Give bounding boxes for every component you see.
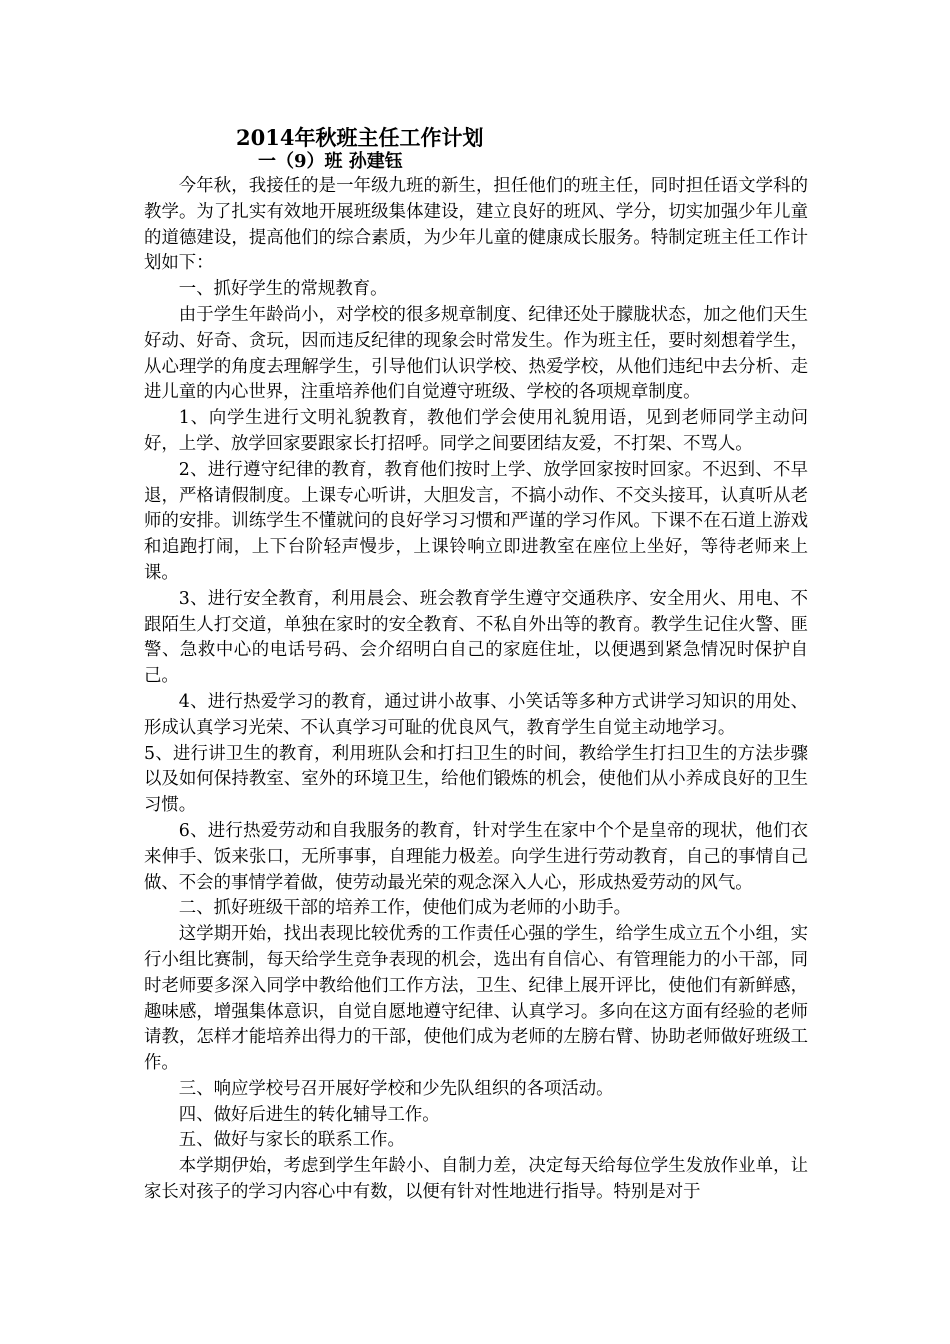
body-paragraph: 本学期伊始，考虑到学生年龄小、自制力差，决定每天给每位学生发放作业单，让家长对孩子的学习内容心中有数，以便有针对性地进行指导。特别是对于 xyxy=(144,1156,808,1203)
section-heading-3: 三、响应学校号召开展好学校和少先队组织的各项活动。 xyxy=(178,1078,614,1099)
document-subtitle: 一（9）班 孙建钰 xyxy=(258,151,403,172)
list-item-3: 3、进行安全教育，利用晨会、班会教育学生遵守交通秩序、安全用火、用电、不跟陌生人打交道，单独在家时的安全教育、不私自外出等的教育。教学生记住火警、匪警、急救中心的电话号码、会介绍明白自己的家庭住址，以便遇到紧急情况时保护自己。 xyxy=(144,588,808,687)
section-heading-4: 四、做好后进生的转化辅导工作。 xyxy=(178,1104,440,1125)
list-item-5: 5、进行讲卫生的教育，利用班队会和打扫卫生的时间，教给学生打扫卫生的方法步骤以及如何保持教室、室外的环境卫生，给他们锻炼的机会，使他们从小养成良好的卫生习惯。 xyxy=(144,743,808,816)
document-body xyxy=(144,174,808,1206)
section-heading-2: 二、抓好班级干部的培养工作，使他们成为老师的小助手。 xyxy=(178,898,631,919)
list-item-6: 6、进行热爱劳动和自我服务的教育，针对学生在家中个个是皇帝的现状，他们衣来伸手、饭来张口，无所事事，自理能力极差。向学生进行劳动教育，自己的事情自己做、不会的事情学着做，使劳动最光荣的观念深入人心，形成热爱劳动的风气。 xyxy=(144,820,808,893)
section-heading-5: 五、做好与家长的联系工作。 xyxy=(178,1130,405,1151)
intro-paragraph: 今年秋，我接任的是一年级九班的新生，担任他们的班主任，同时担任语文学科的教学。为了扎实有效地开展班级集体建设，建立良好的班风、学分，切实加强少年儿童的道德建设，提高他们的综合素质，为少年儿童的健康成长服务。特制定班主任工作计划如下： xyxy=(144,176,808,274)
list-item-1: 1、向学生进行文明礼貌教育，教他们学会使用礼貌用语，见到老师同学主动问好，上学、放学回家要跟家长打招呼。同学之间要团结友爱，不打架、不骂人。 xyxy=(144,408,808,454)
body-paragraph: 这学期开始，找出表现比较优秀的工作责任心强的学生，给学生成立五个小组，实行小组比赛制，每天给学生竞争表现的机会，选出有自信心、有管理能力的小干部，同时老师要多深入同学中教给他们工作方法，卫生、纪律上展开评比，使他们有新鲜感，趣味感，增强集体意识，自觉自愿地遵守纪律、认真学习。多向在这方面有经验的老师请教，怎样才能培养出得力的干部，使他们成为老师的左膀右臂、协助老师做好班级工作。 xyxy=(144,924,808,1074)
document-title: 2014年秋班主任工作计划 xyxy=(236,125,484,150)
section-heading-1: 一、抓好学生的常规教育。 xyxy=(178,279,388,300)
list-item-2: 2、进行遵守纪律的教育，教育他们按时上学、放学回家按时回家。不迟到、不早退，严格请假制度。上课专心听讲，大胆发言，不搞小动作、不交头接耳，认真听从老师的安排。训练学生不懂就问的良好学习习惯和严谨的学习作风。下课不在石道上游戏和追跑打闹，上下台阶轻声慢步，上课铃响立即进教室在座位上坐好，等待老师来上课。 xyxy=(144,459,808,583)
body-paragraph: 由于学生年龄尚小，对学校的很多规章制度、纪律还处于朦胧状态，加之他们天生好动、好奇、贪玩，因而违反纪律的现象会时常发生。作为班主任，要时刻想着学生，从心理学的角度去理解学生，引导他们认识学校、热爱学校，从他们违纪中去分析、走进儿童的内心世界，注重培养他们自觉遵守班级、学校的各项规章制度。 xyxy=(144,304,808,403)
list-item-4: 4、进行热爱学习的教育，通过讲小故事、小笑话等多种方式讲学习知识的用处、形成认真学习光荣、不认真学习可耻的优良风气，教育学生自觉主动地学习。 xyxy=(144,691,808,738)
